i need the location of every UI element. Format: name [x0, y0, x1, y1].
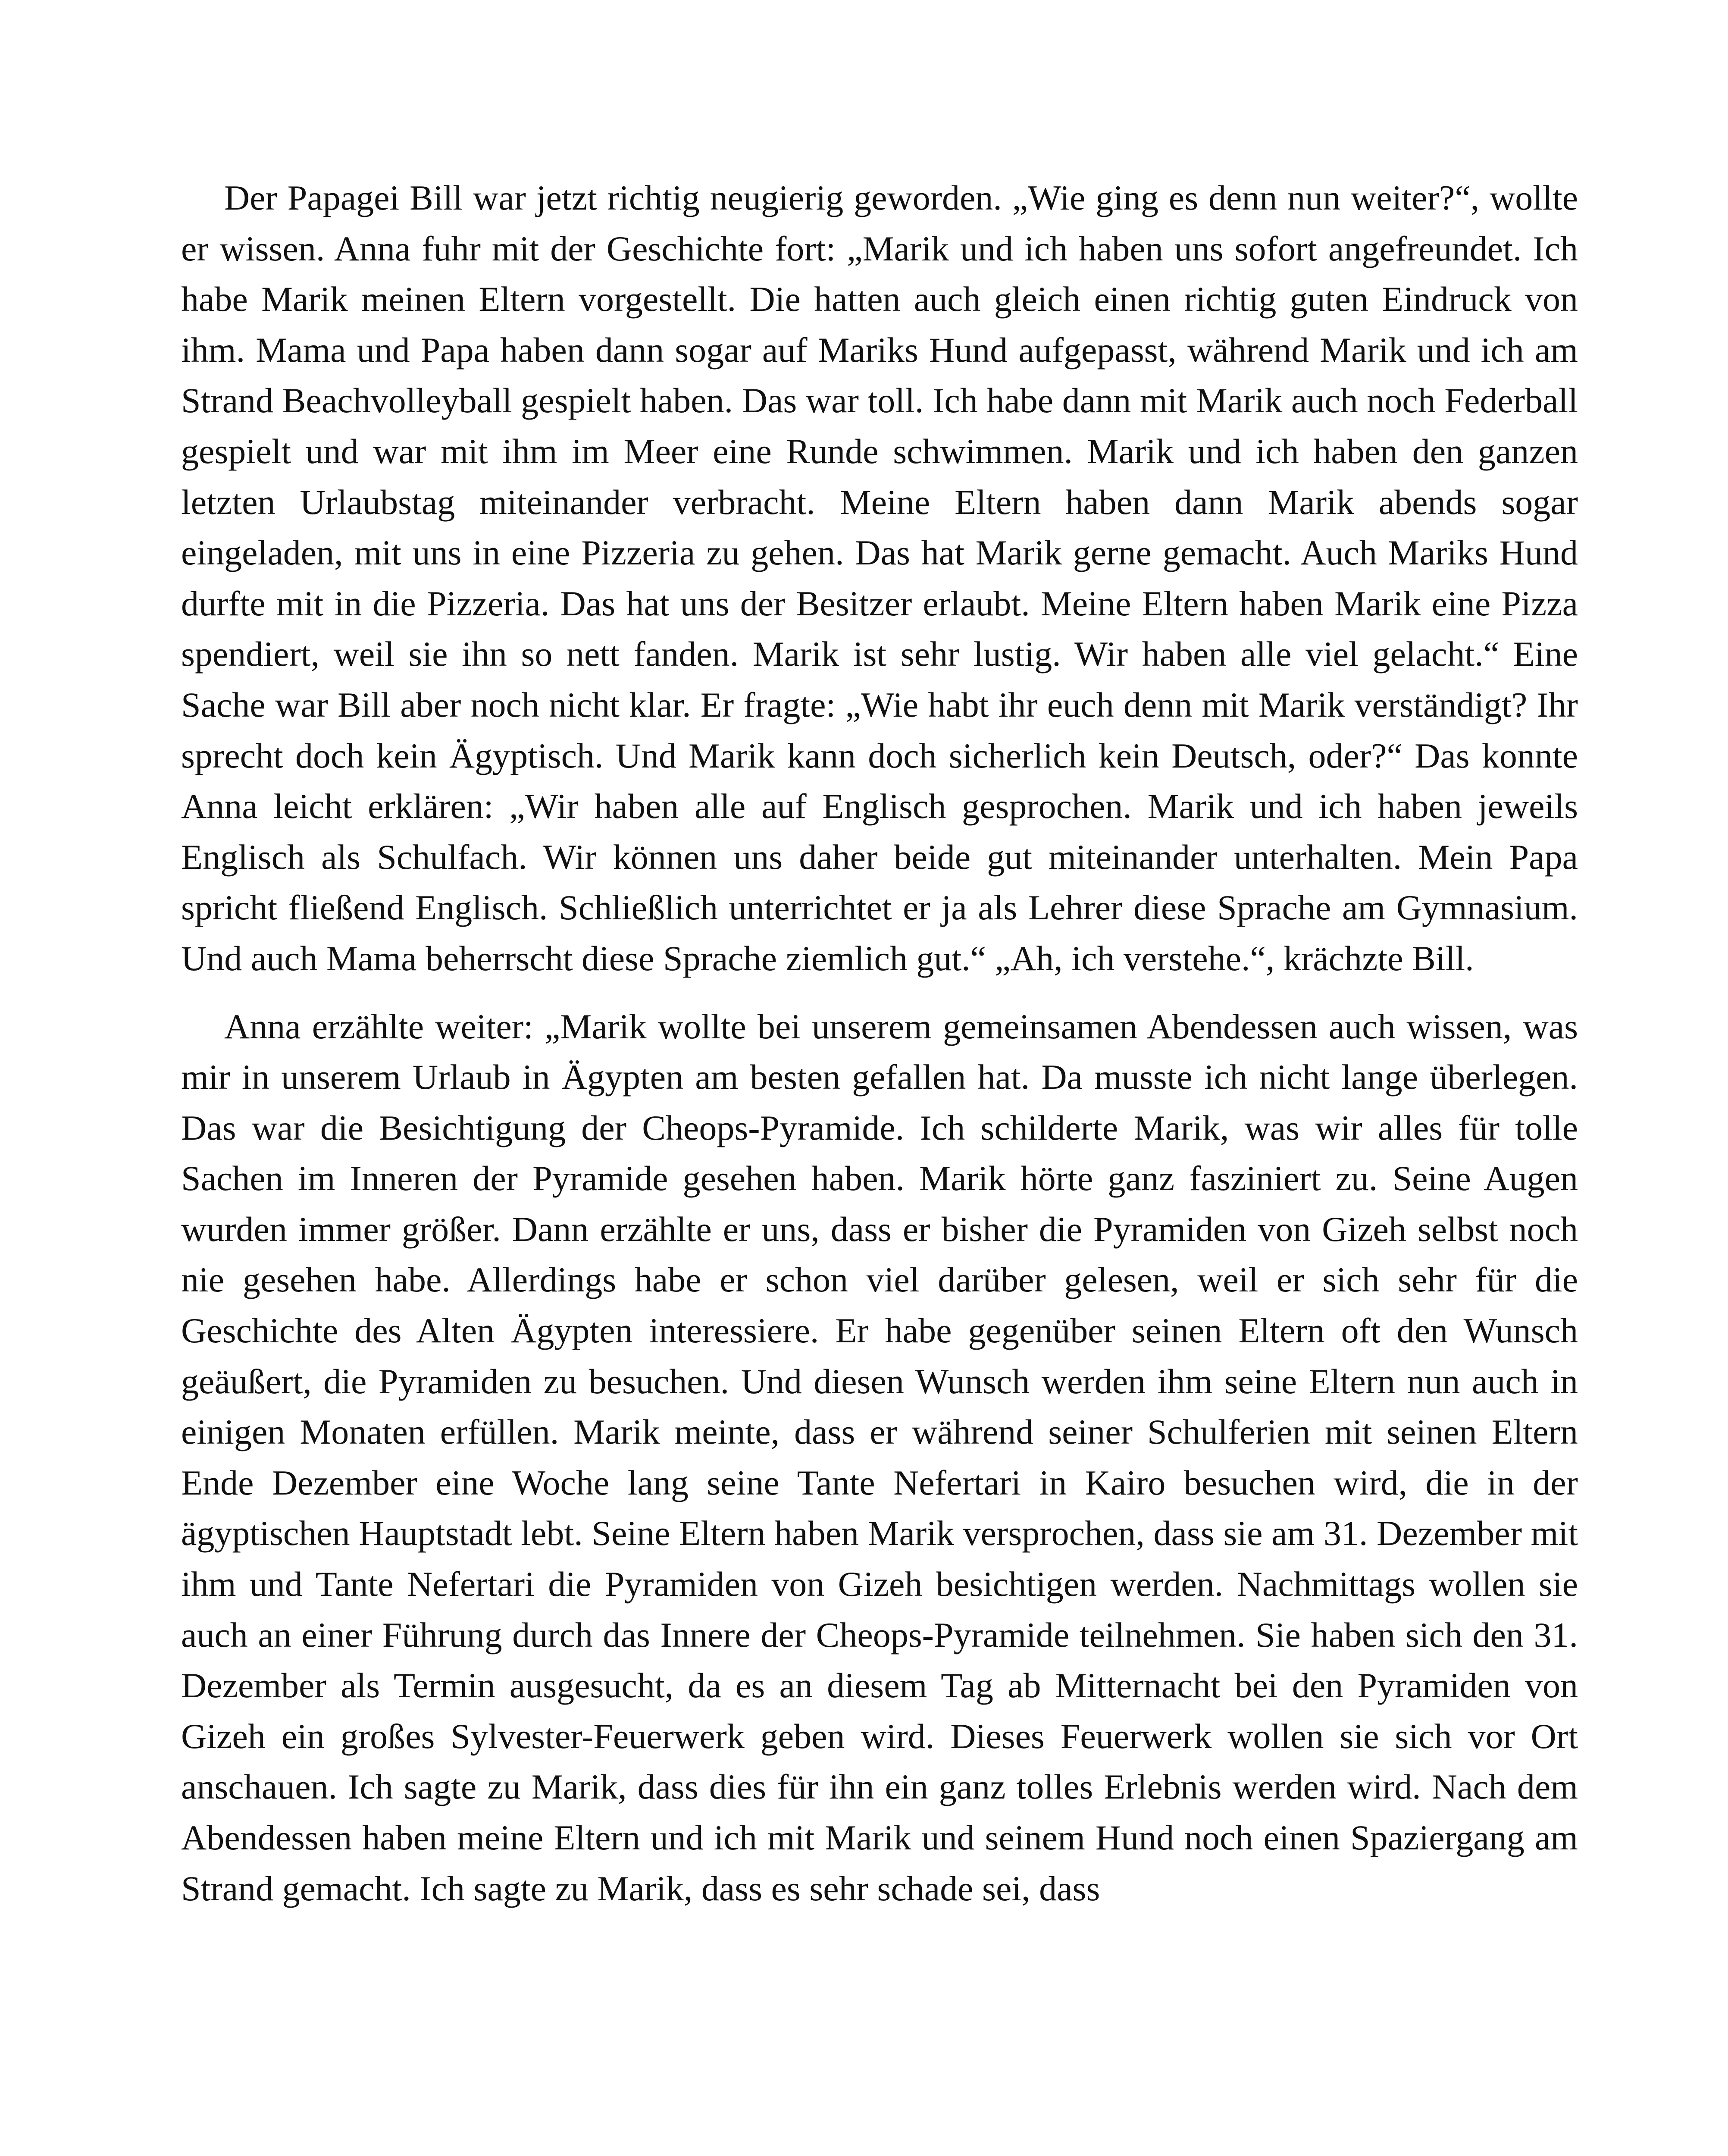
body-paragraph-2: Anna erzählte weiter: „Marik wollte bei unserem gemeinsamen Abendessen auch wissen, was mir in unserem Urlaub in Ägypten am besten gefallen hat. Da musste ich nicht lange überlegen. Das war die Besichtigung der Cheops-Pyramide. Ich schilderte Marik, was wir alles für tolle Sachen im Inneren der Pyramide gesehen haben. Marik hörte ganz fasziniert zu. Seine Augen wurden immer größer. Dann erzählte er uns, dass er bisher die Pyramiden von Gizeh selbst noch nie gesehen habe. Allerdings habe er schon viel darüber gelesen, weil er sich sehr für die Geschichte des Alten Ägypten interessiere. Er habe gegenüber seinen Eltern oft den Wunsch geäußert, die Pyramiden zu besuchen. Und diesen Wunsch werden ihm seine Eltern nun auch in einigen Monaten erfüllen. Marik meinte, dass er während seiner Schulferien mit seinen Eltern Ende Dezember eine Woche lang seine Tante Nefertari in Kairo besuchen wird, die in der ägyptischen Hauptstadt lebt. Seine Eltern haben Marik versprochen, dass sie am 31. Dezember mit ihm und Tante Nefertari die Pyramiden von Gizeh besichtigen werden. Nachmittags wollen sie auch an einer Führung durch das Innere der Cheops-Pyramide teilnehmen. Sie haben sich den 31. Dezember als Termin ausgesucht, da es an diesem Tag ab Mitternacht bei den Pyramiden von Gizeh ein großes Sylvester-Feuerwerk geben wird. Dieses Feuerwerk wollen sie sich vor Ort anschauen. Ich sagte zu Marik, dass dies für ihn ein ganz tolles Erlebnis werden wird. Nach dem Abendessen haben meine Eltern und ich mit Marik und seinem Hund noch einen Spaziergang am Strand gemacht. Ich sagte zu Marik, dass es sehr schade sei, dass: [181, 1006, 1578, 1908]
page-body: [181, 172, 1578, 1914]
body-paragraph-1: Der Papagei Bill war jetzt richtig neugierig geworden. „Wie ging es denn nun weiter?“, wollte er wissen. Anna fuhr mit der Geschichte fort: „Marik und ich haben uns sofort angefreundet. Ich habe Marik meinen Eltern vorgestellt. Die hatten auch gleich einen richtig guten Eindruck von ihm. Mama und Papa haben dann sogar auf Mariks Hund aufgepasst, während Marik und ich am Strand Beachvolleyball gespielt haben. Das war toll. Ich habe dann mit Marik auch noch Federball gespielt und war mit ihm im Meer eine Runde schwimmen. Marik und ich haben den ganzen letzten Urlaubstag miteinander verbracht. Meine Eltern haben dann Marik abends sogar eingeladen, mit uns in eine Pizzeria zu gehen. Das hat Marik gerne gemacht. Auch Mariks Hund durfte mit in die Pizzeria. Das hat uns der Besitzer erlaubt. Meine Eltern haben Marik eine Pizza spendiert, weil sie ihn so nett fanden. Marik ist sehr lustig. Wir haben alle viel gelacht.“ Eine Sache war Bill aber noch nicht klar. Er fragte: „Wie habt ihr euch denn mit Marik verständigt? Ihr sprecht doch kein Ägyptisch. Und Marik kann doch sicherlich kein Deutsch, oder?“ Das konnte Anna leicht erklären: „Wir haben alle auf Englisch gesprochen. Marik und ich haben jeweils Englisch als Schulfach. Wir können uns daher beide gut miteinander unterhalten. Mein Papa spricht fließend Englisch. Schließlich unterrichtet er ja als Lehrer diese Sprache am Gymnasium. Und auch Mama beherrscht diese Sprache ziemlich gut.“ „Ah, ich verstehe.“, krächzte Bill.: [181, 178, 1578, 978]
